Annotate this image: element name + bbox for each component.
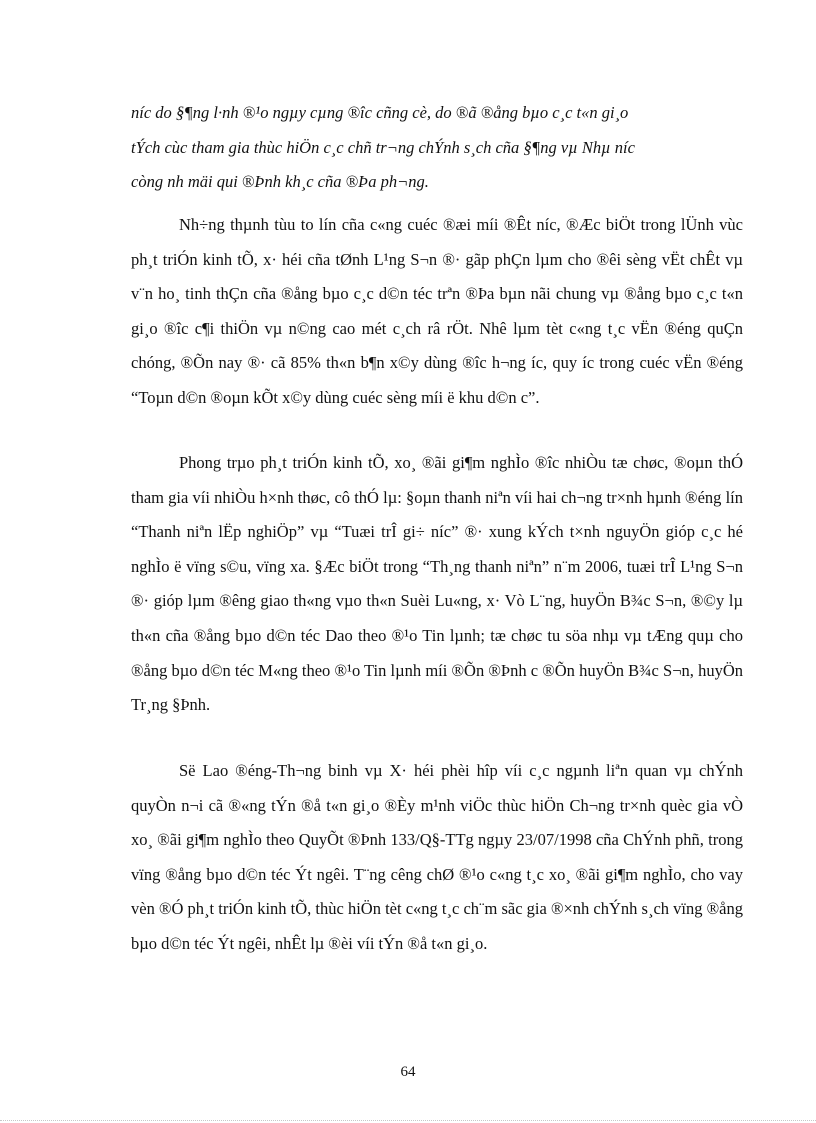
page-number: 64 <box>400 1064 416 1080</box>
intro-line-3: còng nh mäi qui ®Þnh kh¸c cña ®Þa ph¬ng. <box>131 172 429 192</box>
paragraph-labour-department: Së Lao ®éng-Th¬ng binh vµ X· héi phèi hîp víi c¸c ngµnh liªn quan vµ chÝnh quyÒn n¬i cã ®«ng tÝn ®å t«n gi¸o ®Èy m¹nh viÖc thùc hiÖn Ch¬ng tr×nh quèc gia vÒ xo¸ ®ãi gi¶m nghÌo theo QuyÕt ®Þnh 133/Q§-TTg ngµy 23/07/1998 cña ChÝnh phñ, trong vïng ®ång bµo d©n téc Ýt ngêi. T¨ng cêng chØ ®¹o c«ng t¸c xo¸ ®ãi gi¶m nghÌo, cho vay vèn ®Ó ph¸t triÓn kinh tÕ, thùc hiÖn tèt c«ng t¸c ch¨m sãc gia ®×nh chÝnh s¸ch vïng ®ång bµo d©n téc Ýt ngêi, nhÊt lµ ®èi víi tÝn ®å t«n gi¸o. <box>131 761 743 953</box>
paragraph-achievements: Nh÷ng thµnh tùu to lín cña c«ng cuéc ®æi míi ®Êt níc, ®Æc biÖt trong lÜnh vùc ph¸t triÓn kinh tÕ, x· héi cña tØnh L¹ng S¬n ®· gãp phÇn lµm cho ®êi sèng vËt chÊt vµ v¨n ho¸ tinh thÇn cña ®ång bµo c¸c d©n téc trªn ®Þa bµn nãi chung vµ ®ång bµo c¸c t«n gi¸o ®îc c¶i thiÖn vµ n©ng cao mét c¸ch râ rÖt. Nhê lµm tèt c«ng t¸c vËn ®éng quÇn chóng, ®Õn nay ®· cã 85% th«n b¶n x©y dùng ®îc h¬ng íc, quy íc trong cuéc vËn ®éng “Toµn d©n ®oµn kÕt x©y dùng cuéc sèng míi ë khu d©n c”. <box>131 215 743 407</box>
intro-line-1: níc do §¶ng l·nh ®¹o ngµy cµng ®îc cñng cè, do ®ã ®ång bµo c¸c t«n gi¸o <box>131 103 629 122</box>
intro-paragraph <box>131 96 743 200</box>
intro-line-2: tÝch cùc tham gia thùc hiÖn c¸c chñ tr¬ng chÝnh s¸ch cña §¶ng vµ Nhµ níc <box>131 137 635 157</box>
paragraph-poverty-movement: Phong trµo ph¸t triÓn kinh tÕ, xo¸ ®ãi gi¶m nghÌo ®îc nhiÒu tæ chøc, ®oµn thÓ tham gia víi nhiÒu h×nh thøc, cô thÓ lµ: §oµn thanh niªn víi hai ch¬ng tr×nh hµnh ®éng lín “Thanh niªn lËp nghiÖp” vµ “Tuæi trÎ gi÷ níc” ®· xung kÝch t×nh nguyÖn gióp c¸c hé nghÌo ë vïng s©u, vïng xa. §Æc biÖt trong “Th¸ng thanh niªn” n¨m 2006, tuæi trÎ L¹ng S¬n ®· gióp lµm ®êng giao th«ng vµo th«n Suèi Lu«ng, x· Vò L¨ng, huyÖn B¾c S¬n, ®©y lµ th«n cña ®ång bµo d©n téc Dao theo ®¹o Tin lµnh; tæ chøc tu söa nhµ vµ tÆng quµ cho ®ång bµo d©n téc M«ng theo ®¹o Tin lµnh míi ®Õn ®Þnh c ®Õn huyÖn B¾c S¬n, huyÖn Tr¸ng §Þnh. <box>131 453 743 715</box>
page-bottom-divider <box>0 1120 816 1121</box>
